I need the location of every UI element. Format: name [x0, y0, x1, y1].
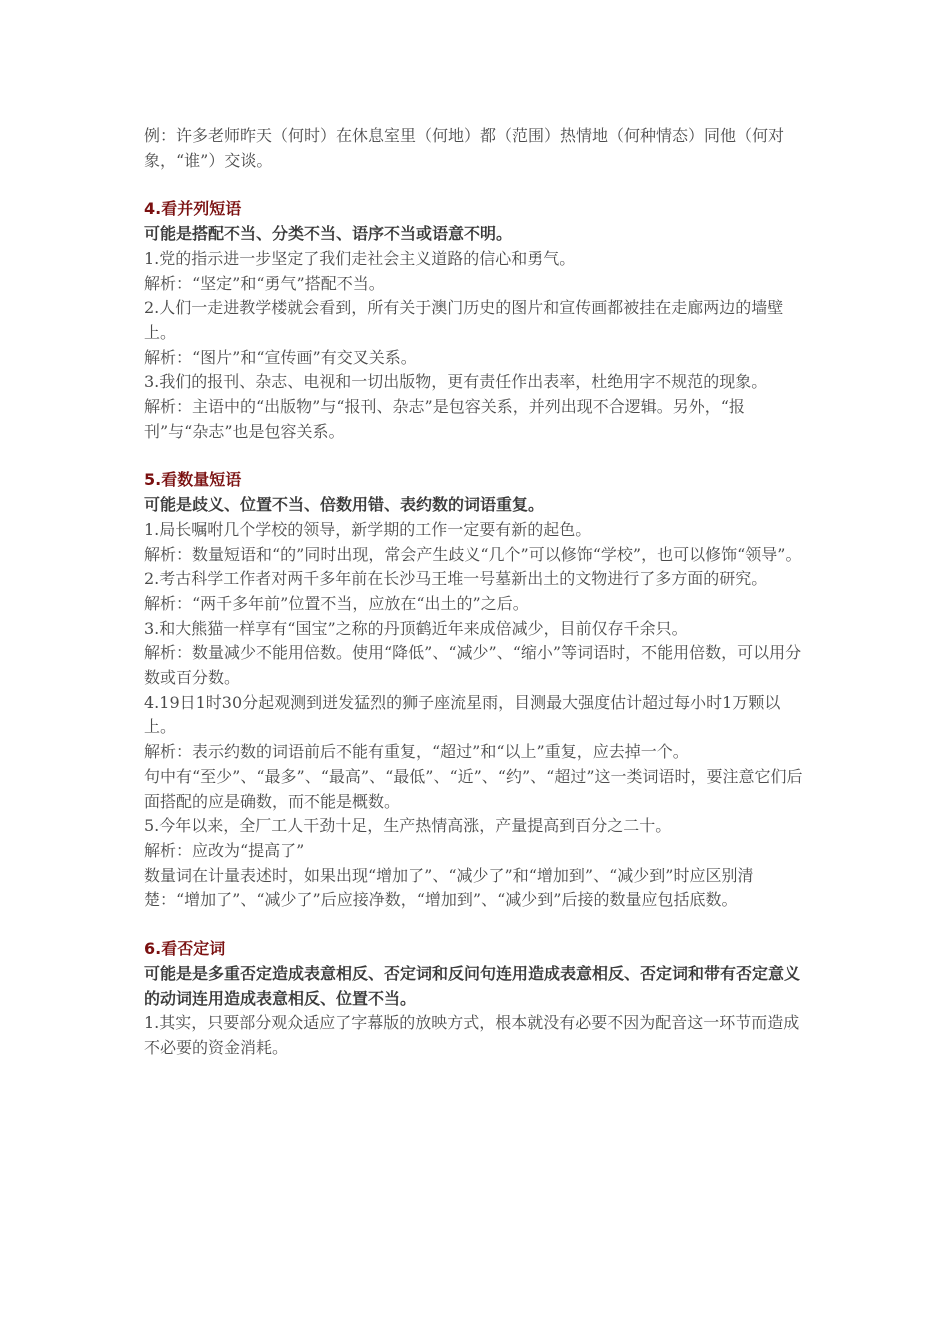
- analysis-line: 解析：“两千多年前”位置不当，应放在“出土的”之后。: [144, 593, 529, 613]
- example-line: 5.今年以来，全厂工人干劲十足，生产热情高涨，产量提高到百分之二十。: [144, 816, 672, 836]
- example-line: 4.19日1时30分起观测到迸发猛烈的狮子座流星雨，目测最大强度估计超过每小时1万颗以上。: [144, 692, 781, 737]
- document-page: [144, 124, 804, 1061]
- section-negation-words: [144, 937, 804, 1061]
- analysis-line: 解析：“图片”和“宣传画”有交叉关系。: [144, 347, 417, 367]
- section-heading: 4.看并列短语: [144, 199, 242, 219]
- example-line: 2.人们一走进教学楼就会看到，所有关于澳门历史的图片和宣传画都被挂在走廊两边的墙壁上。: [144, 298, 784, 342]
- analysis-line: 解析：“坚定”和“勇气”搭配不当。: [144, 273, 385, 293]
- example-line: 2.考古科学工作者对两千多年前在长沙马王堆一号墓新出土的文物进行了多方面的研究。: [144, 569, 768, 589]
- section-quantity-phrases: [144, 468, 804, 913]
- analysis-line: 解析：主语中的“出版物”与“报刊、杂志”是包容关系，并列出现不合逻辑。另外，“报刊”与“杂志”也是包容关系。: [144, 397, 745, 441]
- section-summary: 可能是歧义、位置不当、倍数用错、表约数的词语重复。: [144, 495, 545, 515]
- section-summary: 可能是搭配不当、分类不当、语序不当或语意不明。: [144, 224, 513, 244]
- note-line: 句中有“至少”、“最多”、“最高”、“最低”、“近”、“约”、“超过”这一类词语时，要注意它们后面搭配的应是确数，而不能是概数。: [144, 766, 803, 811]
- section-heading: 5.看数量短语: [144, 470, 242, 490]
- example-line: 1.党的指示进一步坚定了我们走社会主义道路的信心和勇气。: [144, 248, 576, 268]
- example-line: 3.和大熊猫一样享有“国宝”之称的丹顶鹤近年来成倍减少，目前仅存千余只。: [144, 618, 688, 638]
- analysis-line: 解析：数量减少不能用倍数。使用“降低”、“减少”、“缩小”等词语时，不能用倍数，可以用分数或百分数。: [144, 643, 802, 688]
- intro-paragraph: 例：许多老师昨天（何时）在休息室里（何地）都（范围）热情地（何种情态）同他（何对象，“谁”）交谈。: [144, 126, 785, 170]
- example-line: 1.局长嘱咐几个学校的领导，新学期的工作一定要有新的起色。: [144, 519, 592, 539]
- example-line: 1.其实，只要部分观众适应了字幕版的放映方式，根本就没有必要不因为配音这一环节而造成不必要的资金消耗。: [144, 1013, 800, 1057]
- example-line: 3.我们的报刊、杂志、电视和一切出版物，更有责任作出表率，杜绝用字不规范的现象。: [144, 372, 768, 392]
- note-line: 数量词在计量表述时，如果出现“增加了”、“减少了”和“增加到”、“减少到”时应区别清楚：“增加了”、“减少了”后应接净数，“增加到”、“减少到”后接的数量应包括底数。: [144, 865, 754, 910]
- section-summary: 可能是是多重否定造成表意相反、否定词和反问句连用造成表意相反、否定词和带有否定意义的动词连用造成表意相反、位置不当。: [144, 963, 801, 1008]
- analysis-line: 解析：数量短语和“的”同时出现，常会产生歧义“几个”可以修饰“学校”，也可以修饰“领导”。: [144, 544, 802, 564]
- section-heading: 6.看否定词: [144, 939, 226, 959]
- analysis-line: 解析：表示约数的词语前后不能有重复，“超过”和“以上”重复，应去掉一个。: [144, 742, 689, 762]
- analysis-line: 解析：应改为“提高了”: [144, 840, 305, 860]
- section-parallel-phrases: [144, 197, 804, 444]
